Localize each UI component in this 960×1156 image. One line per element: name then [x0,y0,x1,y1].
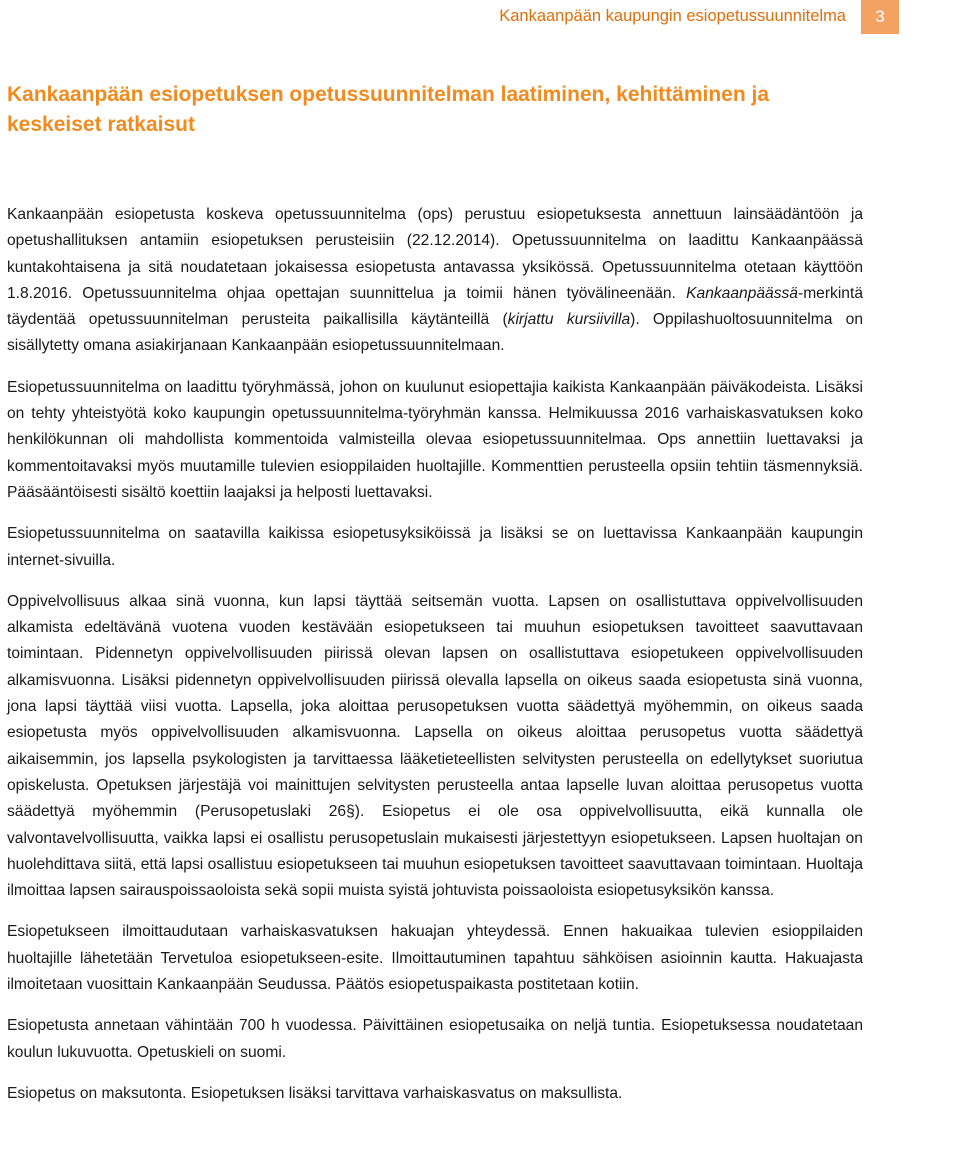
paragraph-registration: Esiopetukseen ilmoittaudutaan varhaiskasvatuksen hakuajan yhteydessä. Ennen hakuaikaa tulevien esioppilaiden huoltajille lähetetään Tervetuloa esiopetukseen-esite. Ilmoittautuminen tapahtuu sähköisen asioinnin kautta. Hakuajasta ilmoitetaan vuosittain Kankaanpään Seudussa. Päätös esiopetuspaikasta postitetaan kotiin. [7,923,863,994]
paragraph-availability: Esiopetussuunnitelma on saatavilla kaikissa esiopetusyksiköissä ja lisäksi se on luettavissa Kankaanpään kaupungin internet-sivuilla. [7,525,863,569]
paragraph-hours: Esiopetusta annetaan vähintään 700 h vuodessa. Päivittäinen esiopetusaika on neljä tuntia. Esiopetuksessa noudatetaan koulun lukuvuotta. Opetuskieli on suomi. [7,1017,863,1061]
paragraph-fees: Esiopetus on maksutonta. Esiopetuksen lisäksi tarvittava varhaiskasvatus on maksullista. [7,1084,623,1102]
page-header [0,0,960,34]
paragraph-text: ). Oppilashuoltosuunnitelma on sisällytetty omana asiakirjanaan Kankaanpään esiopetussuunnitelmaan. [7,311,863,355]
paragraph-ops-basis [7,202,863,360]
page-number: 3 [861,0,899,34]
running-title: Kankaanpään kaupungin esiopetussuunnitelma [499,7,846,25]
italic-term: kirjattu kursiivilla [507,311,631,329]
section-title: Kankaanpään esiopetuksen opetussuunnitelman laatiminen, kehittäminen ja keskeiset ratkaisut [7,83,770,136]
italic-term: Kankaanpäässä [686,284,798,302]
paragraph-working-group: Esiopetussuunnitelma on laadittu työryhmässä, johon on kuulunut esiopettajia kaikista Kankaanpään päiväkodeista. Lisäksi on tehty yhteistyötä koko kaupungin opetussuunnitelma-työryhmän kanssa. Helmikuussa 2016 varhaiskasvatuksen koko henkilökunnan oli mahdollista kommentoida valmisteilla olevaa esiopetussuunnitelmaa. Ops annettiin luettavaksi ja kommentoitavaksi myös muutamille tulevien esioppilaiden huoltajille. Kommenttien perusteella opsiin tehtiin täsmennyksiä. Pääsääntöisesti sisältö koettiin laajaksi ja helposti luettavaksi. [7,378,863,501]
paragraph-text: -merkintä täydentää opetussuunnitelman perusteita paikallisilla käytänteillä ( [7,284,863,329]
body-text [7,202,863,1122]
paragraph-compulsory-education: Oppivelvollisuus alkaa sinä vuonna, kun lapsi täyttää seitsemän vuotta. Lapsen on osallistuttava oppivelvollisuuden alkamista edeltävänä vuotena vuoden kestävään esiopetukseen tai muuhun esiopetuksen tavoitteet saavuttavaan toimintaan. Pidennetyn oppivelvollisuuden piirissä olevan lapsen on osallistuttava esiopetukeen oppivelvollisuuden alkamisvuonna. Lisäksi pidennetyn oppivelvollisuuden piirissä olevalla lapsella on oikeus saada esiopetusta sinä vuonna, jona lapsi täyttää viisi vuotta. Lapsella, joka aloittaa perusopetuksen vuotta säädettyä myöhemmin, on oikeus saada esiopetusta myös oppivelvollisuuden alkamisvuonna. Lapsella on oikeus aloittaa perusopetus vuotta säädettyä aikaisemmin, jos lapsella psykologisten ja tarvittaessa lääketieteellisten selvitysten perusteella on edellytykset suoriutua opiskelusta. Opetuksen järjestäjä voi mainittujen selvitysten perusteella antaa lapselle luvan aloittaa perusopetus vuotta säädettyä myöhemmin (Perusopetuslaki 26§). Esiopetus ei ole osa oppivelvollisuutta, eikä kunnalla ole valvontavelvollisuutta, vaikka lapsi ei osallistu perusopetuslain mukaisesti järjestettyyn esiopetukseen. Lapsen huoltajan on huolehdittava siitä, että lapsi osallistuu esiopetukseen tai muuhun esiopetuksen tavoitteet saavuttavaan toimintaan. Huoltaja ilmoittaa lapsen sairauspoissaoloista sekä sopii muista syistä johtuvista poissaoloista esiopetusyksikön kanssa. [7,592,863,900]
paragraph-text: Kankaanpään esiopetusta koskeva opetussuunnitelma (ops) perustuu esiopetuksesta annettuun lainsäädäntöön ja opetushallituksen antamiin esiopetuksen perusteisiin (22.12.2014). Opetussuunnitelma on laadittu Kankaanpäässä kuntakohtaisena ja sitä noudatetaan jokaisessa esiopetusta antavassa yksikössä. Opetussuunnitelma otetaan käyttöön 1.8.2016. Opetussuunnitelma ohjaa opettajan suunnittelua ja toimii hänen työvälineenään. [7,206,863,302]
